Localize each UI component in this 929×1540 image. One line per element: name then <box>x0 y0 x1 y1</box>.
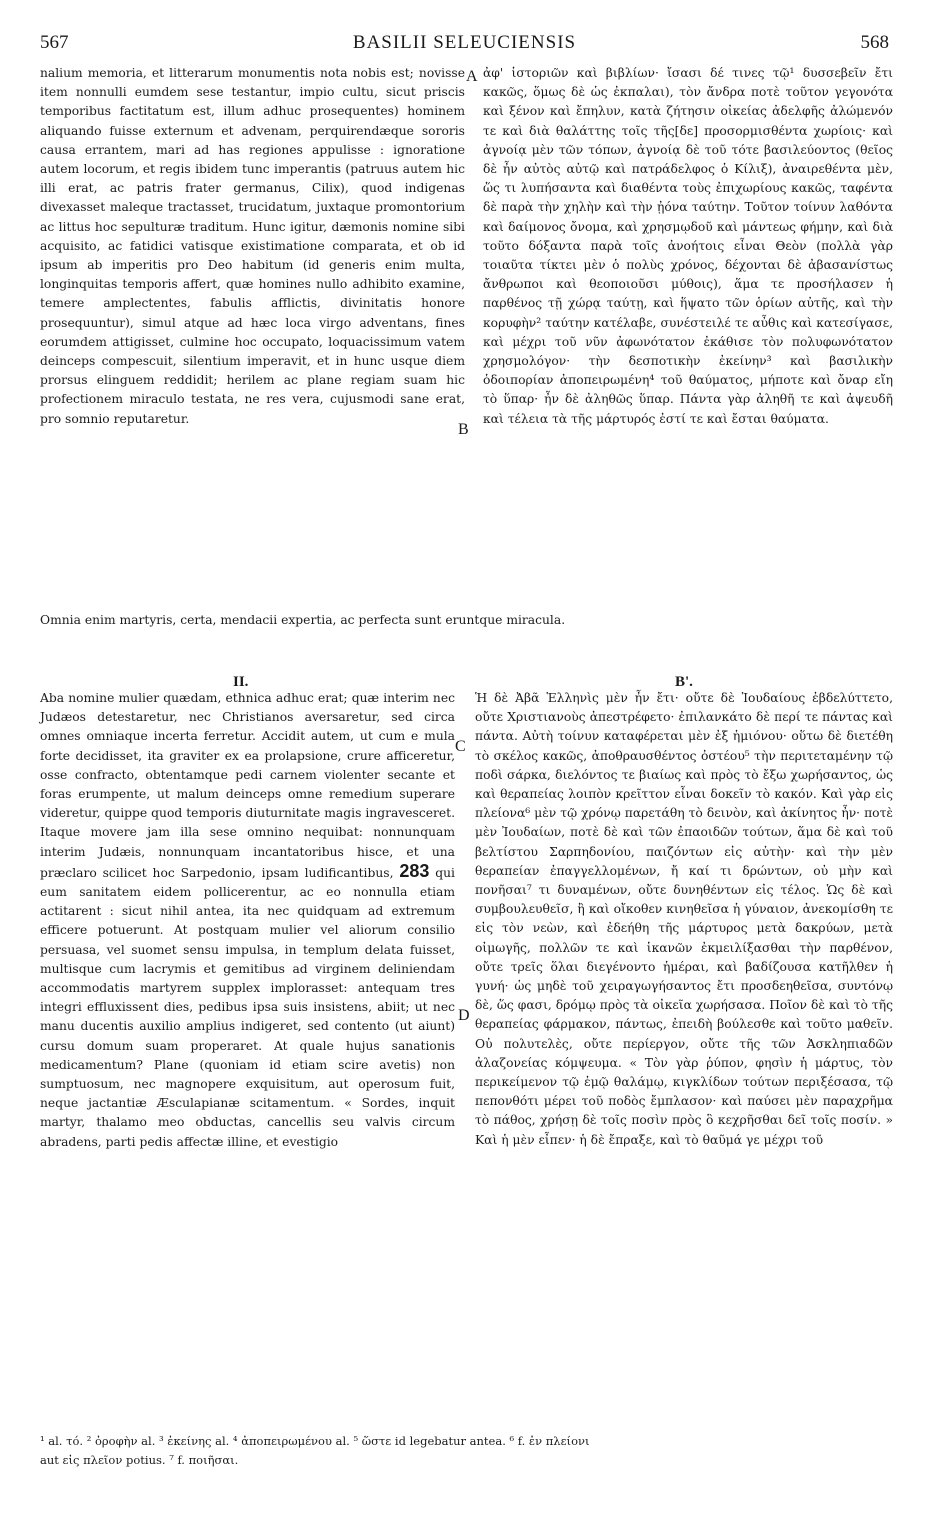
latin-text-before-marker: Aba nomine mulier quædam, ethnica adhuc erat; quæ interim nec Judæos detestaretur, nec Christianos aversaretur, sed circa omnes omniaque incerta ferretur. Accidit autem, ut cum e mula forte decidisset, ita graviter ex ea prolapsione, crure afficeretur, osse confracto, obtentamque pedi carnem violenter secante et foras erumpente, ut malum deinceps omne remedium superare videretur, quippe quod temporis diuturnitate magis ingravesceret. Itaque movere jam illa sese omnino nequibat: nonnunquam interim Judæis, nonnunquam incantatoribus hisce, et una præclaro scilicet hoc Sarpedonio, ipsam ludificantibus, <box>40 691 455 880</box>
section-heading-greek: Β'. <box>675 674 693 690</box>
page-number-left: 567 <box>40 32 69 53</box>
spanning-closing-line: Omnia enim martyris, certa, mendacii expertia, ac perfecta sunt eruntque miracula. <box>40 613 566 627</box>
margin-marker-c: C <box>455 738 466 755</box>
footnote-line-1: ¹ al. τό. ² ὀροφὴν al. ³ ἐκείνης al. ⁴ ἀποπειρωμένου al. ⁵ ὥστε id legebatur antea. ⁶ f. ἐν πλείονι <box>40 1434 590 1448</box>
margin-marker-b: B <box>458 421 469 438</box>
page-marker-number: 283 <box>399 860 430 881</box>
latin-column-section1 <box>40 64 465 429</box>
latin-column-section2 <box>40 689 455 1152</box>
latin-text-section2 <box>40 689 455 1152</box>
footnotes <box>40 1432 893 1470</box>
page-number-right: 568 <box>860 32 889 53</box>
margin-marker-d: D <box>458 1007 470 1024</box>
greek-column-section1 <box>483 64 893 429</box>
section-heading-latin: II. <box>233 674 249 690</box>
running-title: BASILII SELEUCIENSIS <box>352 32 577 53</box>
greek-text-section1: ἀφ' ἱστοριῶν καὶ βιβλίων· ἴσασι δέ τινες τῷ¹ δυσσεβεῖν ἔτι κακῶς, ὅμως δὲ ὡς ἐκπαλαι), τὸν ἄνδρα ποτὲ τοῦτον γεγονότα καὶ ξένον καὶ ἔπηλυν, κατὰ ζήτησιν οἰκείας ἀδελφῆς ἀλώμενόν τε καὶ διὰ θαλάττης τοῖς τῆς[δε] προσορμισθέντα χωρίοις· καὶ ἀγνοίᾳ μὲν τῶν τόπων, ἀγνοίᾳ δὲ τοῦ τότε βασιλεύοντος (θεῖος δὲ ἦν αὐτὸς αὐτῷ καὶ πατράδελφος ὁ Κίλιξ), ἀναιρεθέντα μὲν, ὥς τι λυπήσαντα καὶ διαθέντα τοὺς ἐπιχωρίους κακῶς, ταφέντα δὲ παρὰ τὴν χηλὴν καὶ τὴν ᾐόνα ταύτην. Τοῦτον τοίνυν λαθόντα καὶ δαίμονος ὄνομα, καὶ χρησμῳδοῦ καὶ μάντεως φήμην, καὶ διὰ τοῦτο δόξαντα παρὰ τοῖς ἀνοήτοις εἶναι Θεὸν (πολλὰ γὰρ τοιαῦτα τίκτει μὲν ὁ πολὺς χρόνος, δέχονται δὲ ἀβασανίστως ἄνθρωποι καὶ θεοποιοῦσι μύθοις), ἅμα τε προσήλασεν ἡ παρθένος τῇ χώρᾳ ταύτῃ, καὶ ἥψατο τῶν ὁρίων αὐτῆς, καὶ τὴν κορυφὴν² ταύτην κατέλαβε, συνέστειλέ τε αὖθις καὶ κατεσίγασε, καὶ μέχρι τοῦ νῦν ἀφωνότατον ἐκάθισε τὸν πολυφωνότατον χρησμολόγον· τὴν δεσποτικὴν ἐκείνην³ καὶ βασιλικὴν ὁδοιπορίαν ἀποπειρωμένη⁴ τοῦ θαύματος, μήποτε καὶ ὄναρ εἴη τὸ ὕπαρ· ἦν δὲ ἀληθῶς ὕπαρ. Πάντα γὰρ ἀληθῆ τε καὶ ἀψευδῆ καὶ τέλεια τὰ τῆς μάρτυρός ἐστί τε καὶ ἔσται θαύματα. <box>483 66 893 426</box>
footnote-line-2: aut εἰς πλεῖον potius. ⁷ f. ποιῆσαι. <box>40 1453 239 1467</box>
latin-text-section1: nalium memoria, et litterarum monumentis nota nobis est; novisse item nonnulli eumdem sese testantur, impio cultu, sicut priscis temporibus factitatum est, illum adhuc prosequentes) hominem aliquando fuisse externum et advenam, perquirendæque sororis causa errantem, mari ad has regiones appulisse : ignoratione autem locorum, et regis ibidem tunc imperantis (patruus autem hic illi erat, ac patris frater germanus, Cilix), quod indigenas divexasset maleque tractasset, trucidatum, juxtaque promontorium ac littus hoc sepulturæ traditum. Hunc igitur, dæmonis nomine sibi acquisito, ac fatidici vatisque existimatione comparata, et ob id ipsum ab imperitis pro Deo habitum (id generis enim multa, longinquitas temporis affert, quæ homines nullo adhibito examine, temere amplectentes, fabulis afflictis, divinitatis honore prosequuntur), simul atque ad hæc loca virgo adventans, fines eorumdem attigisset, culmine hoc occupato, loquacissimum vatem deinceps compescuit, silentium imperavit, et in hunc usque diem prorsus elinguem reddidit; herilem ac plane regiam suam hic profectionem miraculo testata, ne res vera, cujusmodi sane erat, pro somnio reputaretur. <box>40 66 465 426</box>
greek-text-section2: Ἡ δὲ Ἀβᾶ Ἑλληνὶς μὲν ἦν ἔτι· οὔτε δὲ Ἰουδαίους ἐβδελύττετο, οὔτε Χριστιανοὺς ἀπεστρέφετο· ἐπιλανκάτο δὲ περί τε πάντας καὶ πάντα. Αὐτὴ τοίνυν καταφέρεται μὲν ἐξ ἡμιόνου· οὕτω δὲ διετέθη τὸ σκέλος κακῶς, ἀποθραυσθέντος ὀστέου⁵ τὴν περιτεταμένην τῷ ποδὶ σάρκα, διελόντος τε βιαίως καὶ πρὸς τὸ ἔξω χωρήσαντος, ὡς καὶ θεραπείας λοιπὸν κρεῖττον εἶναι δοκεῖν τὸ κακόν. Καὶ γὰρ εἰς πλείονα⁶ μὲν τῷ χρόνῳ παρετάθη τὸ δεινὸν, καὶ ἀκίνητος ἦν· ποτὲ μὲν Ἰουδαίων, ποτὲ δὲ καὶ τῶν ἐπαοιδῶν τούτων, ἅμα δὲ καὶ τοῦ βελτίστου Σαρπηδονίου, παιζόντων εἰς αὐτὴν· καὶ τὴν μὲν θεραπείαν ἐπαγγελλομένων, ἤ καί τι δρώντων, οὐ μὴν καὶ πονῆσαι⁷ τι δυναμένων, οὔτε δυνηθέντων εἰς τέλος. Ὡς δὲ καὶ συμβουλευθεῖσ, ἢ καὶ οἴκοθεν κινηθεῖσα ἡ γύναιον, ἀνεκομίσθη τε εἰς τὸν νεὼν, καὶ ἐδεήθη τῆς μάρτυρος μετὰ δακρύων, μετὰ οἰμωγῆς, πολλῶν τε καὶ ἱκανῶν ἐκμειλίξασθαι τὴν παρθένον, οὔτε τρεῖς ὅλαι διεγένοντο ἡμέραι, καὶ βαδίζουσα κατῆλθεν ἡ γυνή· ὡς μηδὲ τοῦ χειραγωγήσαντος ἔτι προσδεηθεῖσα, συντόνῳ δὲ, ὥς φασι, δρόμῳ πρὸς τὰ οἰκεῖα χωρήσασα. Ποῖον δὲ καὶ τὸ τῆς θεραπείας φάρμακον, πάντως, ἐπειδὴ βούλεσθε καὶ τοῦτο μαθεῖν. Οὐ πολυτελὲς, οὔτε περίεργον, οὔτε τῆς τῶν Ἀσκληπιαδῶν ἀλαζονείας κόμψευμα. « Τὸν γὰρ ῥύπον, φησὶν ἡ μάρτυς, τὸν περικείμενον τῷ ἐμῷ θαλάμῳ, κιγκλίδων τούτων περιξέσασα, τῷ πεπονθότι μέρει τοῦ ποδὸς ἔμπλασον· καὶ παύσει μὲν παραχρῆμα τὸ πάθος, χρήσῃ δὲ τοῖς ποσὶν πρὸς ὃ κεχρῆσθαι δεῖ τοῖς ποσίν. » Καὶ ἡ μὲν εἶπεν· ἡ δὲ ἔπραξε, καὶ τὸ θαῦμά γε μέχρι τοῦ <box>475 691 893 1147</box>
greek-column-section2 <box>475 689 893 1150</box>
margin-marker-a: A <box>466 68 478 85</box>
latin-text-after-marker: qui eum sanitatem eidem pollicerentur, ac eo nonnulla etiam actitarent : sicut nihil antea, ita nec quidquam ad extremum efficere potuerunt. At postquam mulier vel aliorum consilio persuasa, vel suomet sensu impulsa, in templum delata fuisset, multisque cum lacrymis et gemitibus ad virginem deliniendam accommodatis martyrem supplex implorasset: antequam tres integri effluxissent dies, pedibus ipsa suis insistens, abiit; ut nec manu ducentis auxilio amplius indigeret, sed contento (ut aiunt) cursu domum suam properaret. At quale hujus sanationis medicamentum? Plane (quoniam id etiam scire avetis) non sumptuosum, nec magnopere exquisitum, aut operosum fuit, neque jactantiæ Æsculapianæ scitamentum. « Sordes, inquit martyr, thalamo meo obductas, cancellis seu valvis circum abradens, parti pedis affectæ illine, et evestigio <box>40 865 455 1149</box>
